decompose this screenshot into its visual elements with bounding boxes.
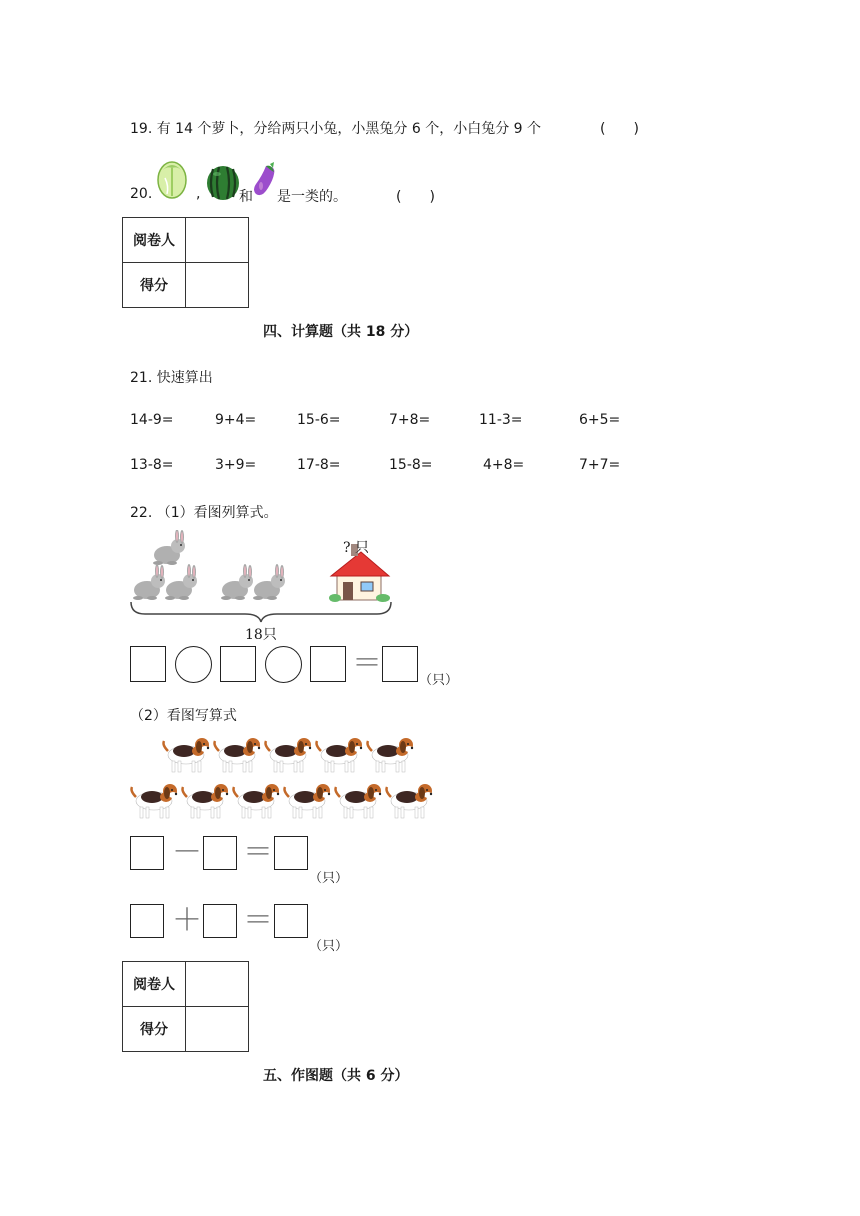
equals-sign: ＝ (352, 646, 382, 681)
calc-item: 4+8= (483, 457, 525, 473)
calc-item: 6+5= (579, 412, 621, 428)
answer-box[interactable] (203, 836, 237, 870)
answer-box[interactable] (220, 646, 256, 682)
calc-item: 7+7= (579, 457, 621, 473)
calc-item: 14-9= (130, 412, 174, 428)
watermelon-icon (205, 163, 241, 201)
answer-box[interactable] (274, 836, 308, 870)
unit-label: （只） (309, 939, 349, 954)
score-label: 得分 (123, 1007, 186, 1052)
q20-number: 20. (130, 186, 153, 202)
equals-sign: ＝ (243, 835, 273, 870)
reviewer-cell[interactable] (186, 962, 249, 1007)
answer-box[interactable] (382, 646, 418, 682)
score-label: 得分 (123, 263, 186, 308)
score-table-1 (122, 217, 249, 308)
reviewer-cell[interactable] (186, 218, 249, 263)
q21-title: 21. 快速算出 (130, 370, 213, 386)
operator-circle[interactable] (265, 646, 302, 683)
answer-box[interactable] (274, 904, 308, 938)
answer-box[interactable] (310, 646, 346, 682)
answer-box[interactable] (203, 904, 237, 938)
q20-answer-blank[interactable]: ( ) (396, 189, 435, 205)
section-title-5: 五、作图题（共 6 分） (263, 1068, 409, 1084)
plus-sign: ＋ (172, 903, 202, 938)
reviewer-label: 阅卷人 (123, 962, 186, 1007)
section-title-4: 四、计算题（共 18 分） (263, 324, 419, 340)
calc-item: 17-8= (297, 457, 341, 473)
house-label: ? 只 (343, 540, 369, 556)
unit-label: （只） (309, 871, 349, 886)
calc-item: 15-8= (389, 457, 433, 473)
answer-box[interactable] (130, 646, 166, 682)
q22-part1-title: 22. （1）看图列算式。 (130, 505, 278, 521)
q19-answer-blank[interactable]: ( ) (600, 121, 639, 137)
calc-item: 13-8= (130, 457, 174, 473)
cabbage-icon (155, 156, 189, 200)
calc-item: 11-3= (479, 412, 523, 428)
calc-item: 15-6= (297, 412, 341, 428)
eggplant-icon (252, 160, 278, 200)
answer-box[interactable] (130, 904, 164, 938)
equals-sign: ＝ (243, 903, 273, 938)
q19-text: 19. 有 14 个萝卜，分给两只小兔，小黑兔分 6 个，小白兔分 9 个 (130, 121, 542, 137)
score-cell[interactable] (186, 263, 249, 308)
calc-item: 9+4= (215, 412, 257, 428)
calc-item: 7+8= (389, 412, 431, 428)
brace-label: 18只 (245, 627, 277, 643)
q20-separator: , (196, 186, 201, 202)
dogs-illustration (128, 735, 438, 827)
answer-box[interactable] (130, 836, 164, 870)
q20-and: 和 (239, 189, 253, 205)
unit-label: （只） (419, 673, 459, 688)
calc-item: 3+9= (215, 457, 257, 473)
reviewer-label: 阅卷人 (123, 218, 186, 263)
minus-sign: － (172, 835, 202, 870)
q22-part2-title: （2）看图写算式 (130, 708, 237, 724)
score-table-2 (122, 961, 249, 1052)
operator-circle[interactable] (175, 646, 212, 683)
q20-tail: 是一类的。 (277, 189, 347, 205)
score-cell[interactable] (186, 1007, 249, 1052)
